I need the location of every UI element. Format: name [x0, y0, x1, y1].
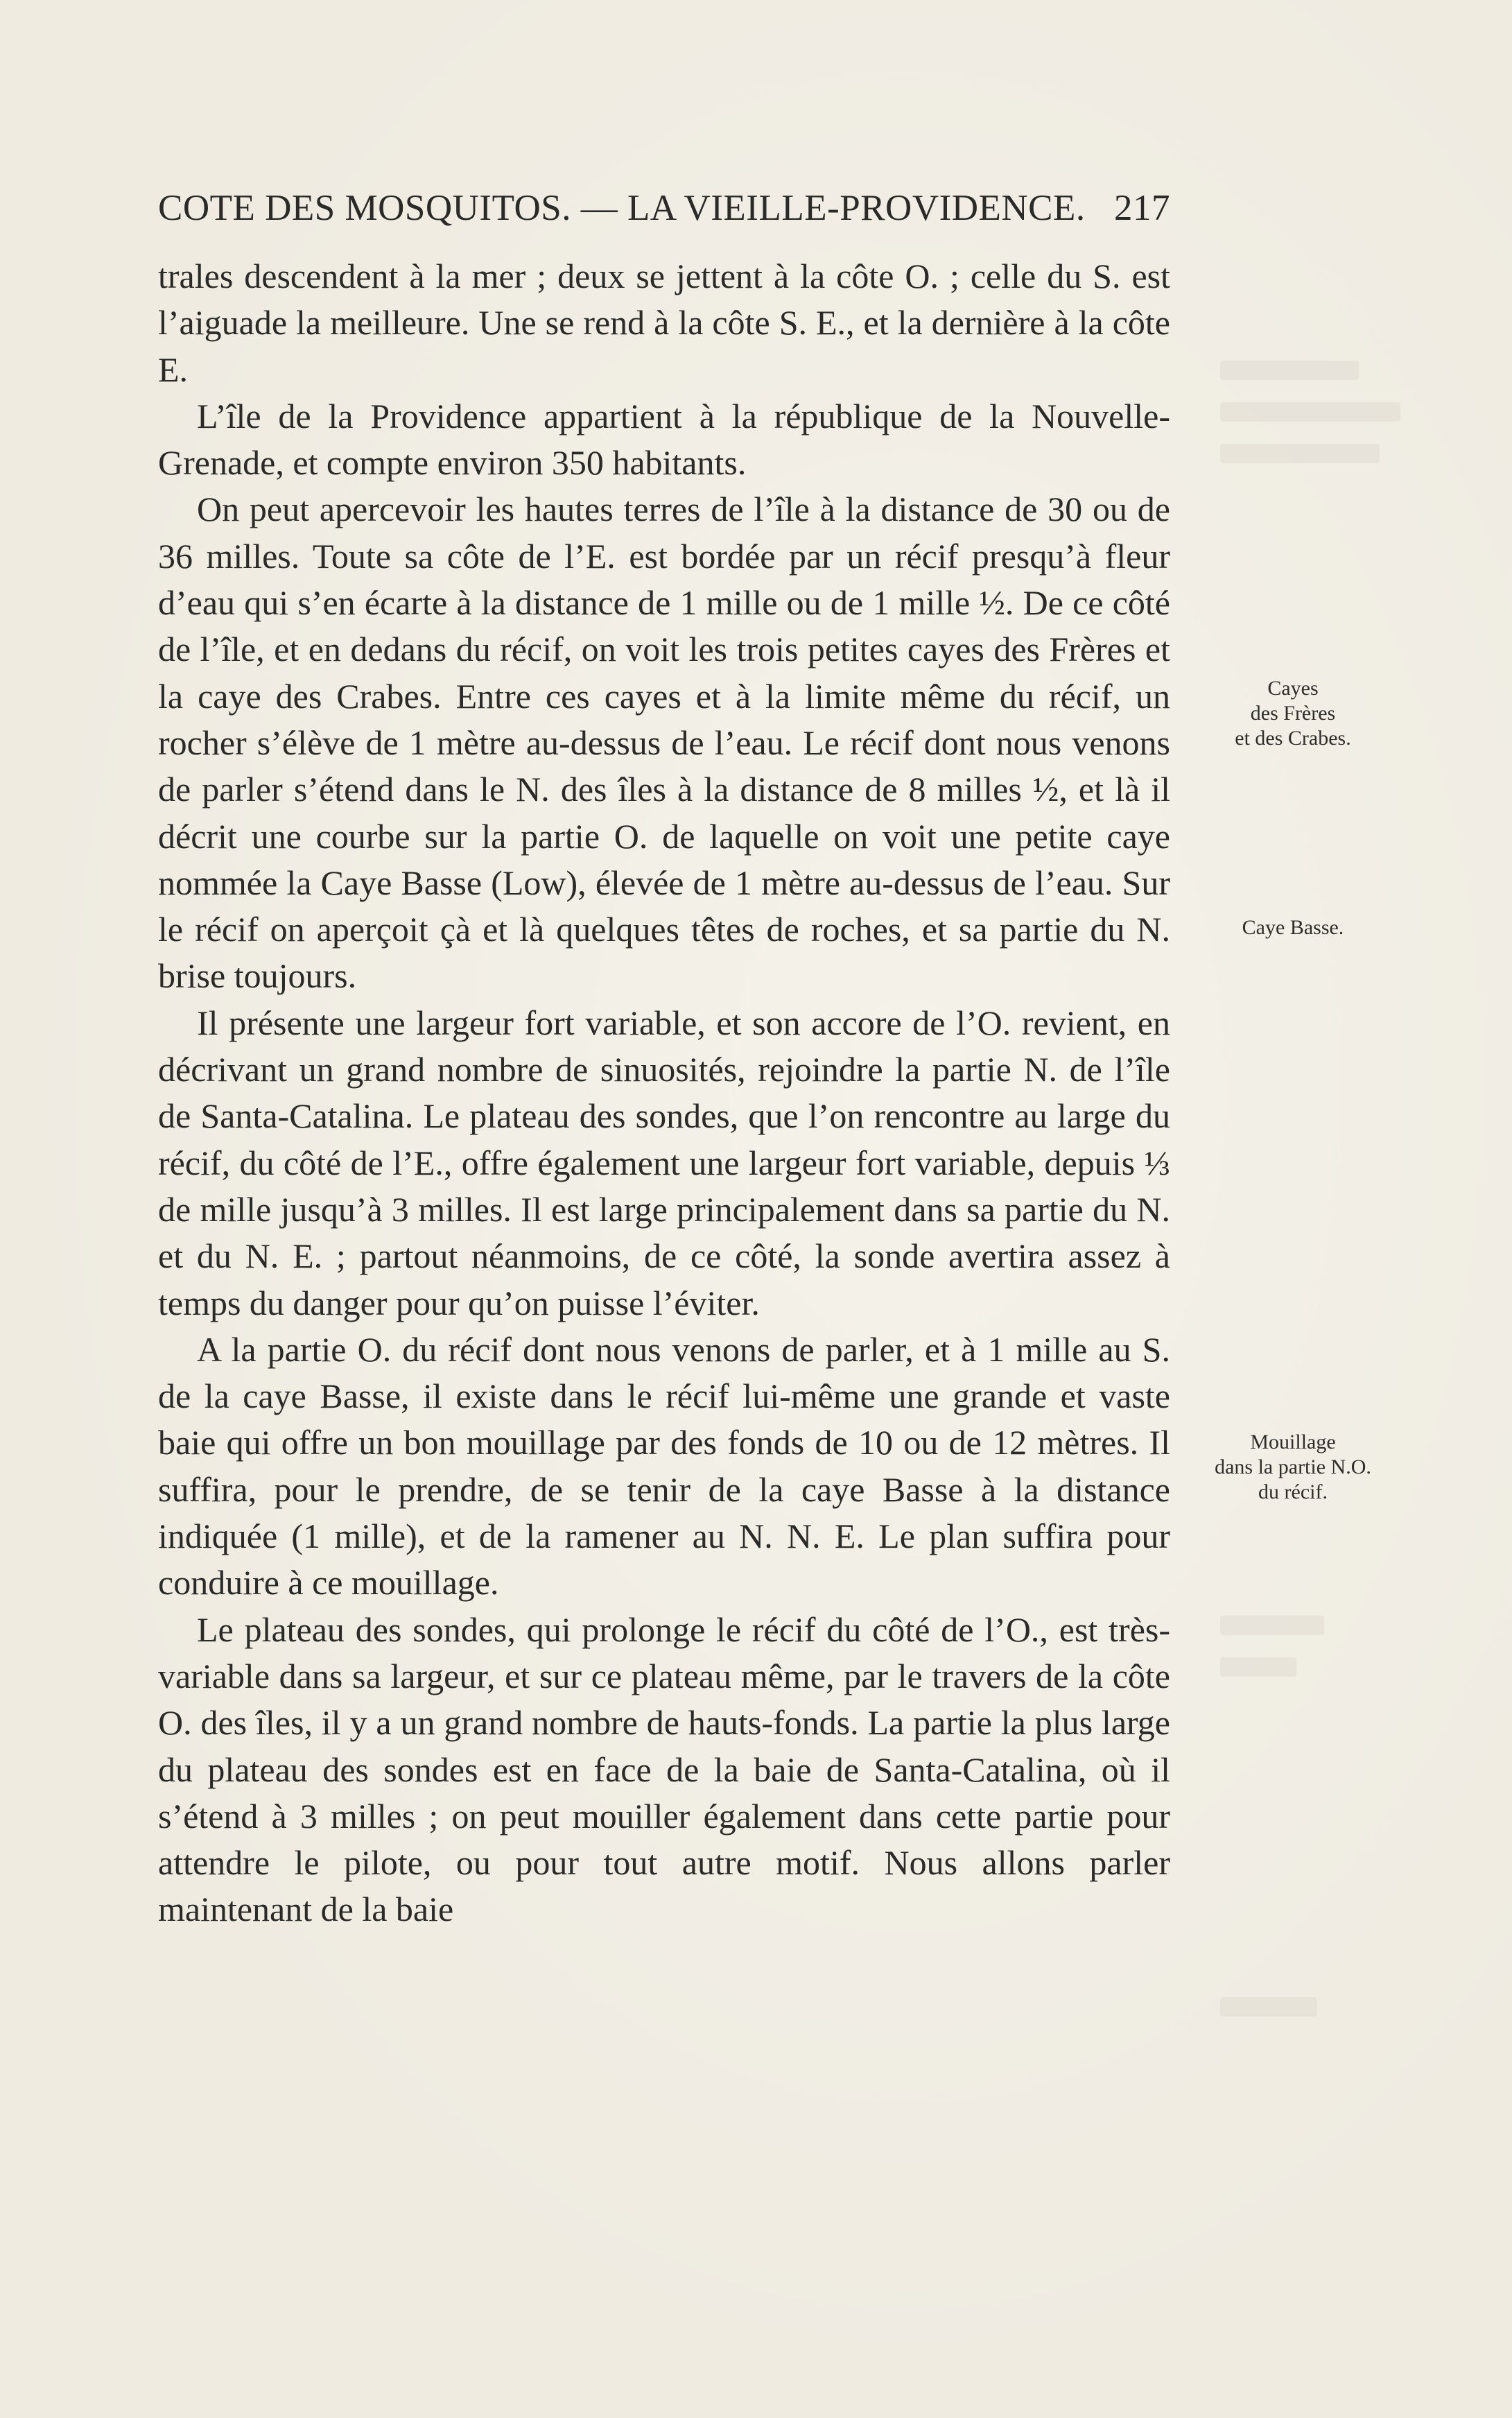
margin-note-line: du récif. — [1258, 1480, 1328, 1503]
margin-note-mouillage — [1189, 1430, 1397, 1505]
margin-note-caye-basse — [1189, 915, 1397, 940]
bleed-through-mark — [1220, 1657, 1296, 1677]
paragraph: L’île de la Providence appartient à la république de la Nouvelle-Grenade, et compte environ 350 habitants. — [158, 396, 1170, 483]
paragraph: Le plateau des sondes, qui prolonge le récif du côté de l’O., est très-variable dans sa largeur, et sur ce plateau même, par le travers de la côte O. des îles, il y a un grand nombre de hauts-fonds. La partie la plus large du plateau des sondes est en face de la baie de Santa-Catalina, où il s’étend à 3 milles ; on peut mouiller également dans cette partie pour attendre le pilote, ou pour tout autre motif. Nous allons parler maintenant de la baie — [158, 1609, 1170, 1929]
paragraph: trales descendent à la mer ; deux se jettent à la côte O. ; celle du S. est l’aiguade la meilleure. Une se rend à la côte S. E., et la dernière à la côte E. — [158, 257, 1170, 389]
paragraph: On peut apercevoir les hautes terres de l’île à la distance de 30 ou de 36 milles. Toute sa côte de l’E. est bordée par un récif presqu’à fleur d’eau qui s’en écarte à la distance de 1 mille ou de 1 mille ½. De ce côté de l’île, et en dedans du récif, on voit les trois petites cayes des Frères et la caye des Crabes. Entre ces cayes et à la limite même du récif, un rocher s’élève de 1 mètre au-dessus de l’eau. Le récif dont nous venons de parler s’étend dans le N. des îles à la distance de 8 milles ½, et là il décrit une courbe sur la partie O. de laquelle on voit une petite caye nommée la Caye Basse (Low), élevée de 1 mètre au-dessus de l’eau. Sur le récif on aperçoit çà et là quelques têtes de roches, et sa partie du N. brise toujours. — [158, 490, 1170, 996]
bleed-through-mark — [1220, 1997, 1317, 2017]
margin-note-line: et des Crabes. — [1235, 727, 1351, 750]
bleed-through-mark — [1220, 361, 1359, 380]
page-number: 217 — [1114, 188, 1170, 228]
margin-note-line: dans la partie N.O. — [1215, 1456, 1371, 1478]
bleed-through-mark — [1220, 444, 1380, 463]
bleed-through-mark — [1220, 402, 1400, 422]
margin-note-cayes — [1189, 676, 1397, 751]
running-header — [158, 187, 1170, 229]
margin-note-line: Mouillage — [1250, 1431, 1336, 1453]
margin-note-line: Caye Basse. — [1242, 916, 1344, 939]
main-text — [158, 253, 1170, 1933]
margin-note-line: Cayes — [1267, 677, 1319, 700]
margin-note-line: des Frères — [1250, 702, 1336, 725]
paragraph: A la partie O. du récif dont nous venons de parler, et à 1 mille au S. de la caye Basse, il existe dans le récif lui-même une grande et vaste baie qui offre un bon mouillage par des fonds de 10 ou de 12 mètres. Il suffira, pour le prendre, de se tenir de la caye Basse à la distance indiquée (1 mille), et de la ramener au N. N. E. Le plan suffira pour conduire à ce mouillage. — [158, 1329, 1170, 1603]
paragraph: Il présente une largeur fort variable, et son accore de l’O. revient, en décrivant un grand nombre de sinuosités, rejoindre la partie N. de l’île de Santa-Catalina. Le plateau des sondes, que l’on rencontre au large du récif, du côté de l’E., offre également une largeur fort variable, depuis ⅓ de mille jusqu’à 3 milles. Il est large principalement dans sa partie du N. et du N. E. ; partout néanmoins, de ce côté, la sonde avertira assez à temps du danger pour qu’on puisse l’éviter. — [158, 1003, 1170, 1322]
bleed-through-mark — [1220, 1616, 1324, 1635]
running-title: COTE DES MOSQUITOS. — LA VIEILLE-PROVIDENCE. — [158, 188, 1086, 228]
